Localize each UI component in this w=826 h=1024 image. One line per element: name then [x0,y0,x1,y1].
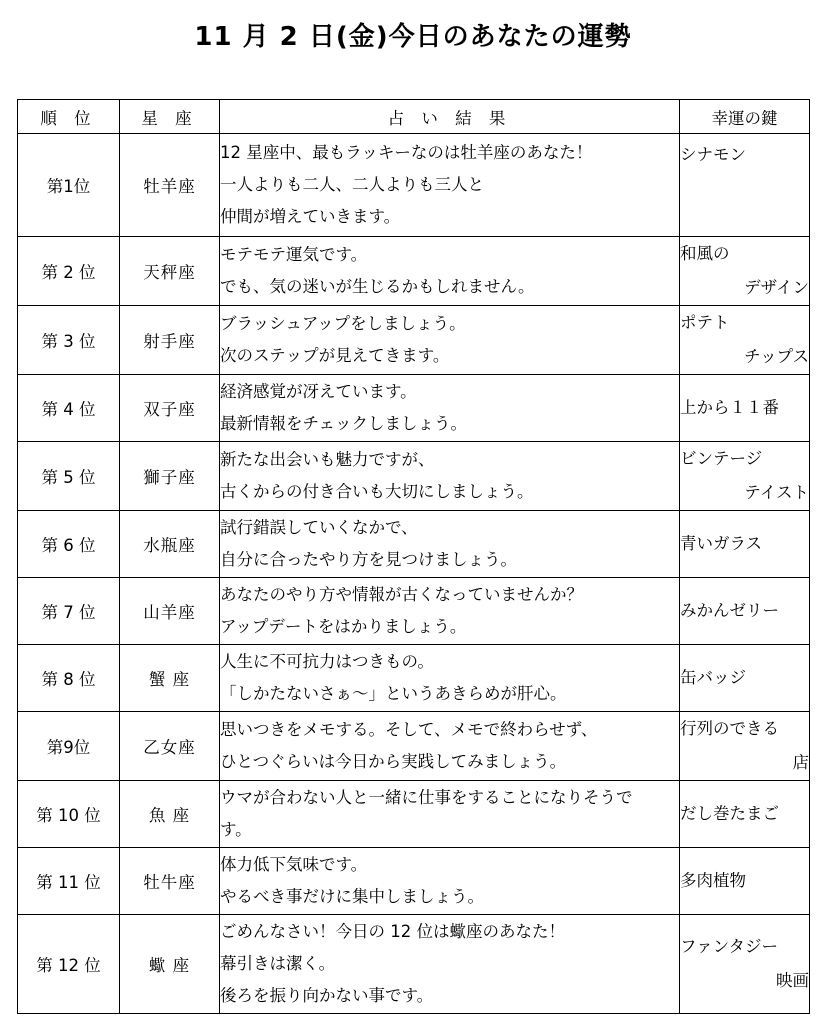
table-row [18,375,810,442]
sign-cell: 牡羊座 [120,134,220,237]
lucky-key-cell [680,645,810,712]
lucky-key-line: チップス [744,347,809,366]
sign-cell: 蟹 座 [120,645,220,712]
lucky-key-cell [680,442,810,511]
lucky-key-line: 上から１１番 [680,398,779,417]
lucky-key-line: 映画 [776,971,809,990]
sign-cell: 双子座 [120,375,220,442]
lucky-key-cell [680,134,810,237]
sign-cell: 水瓶座 [120,511,220,578]
table-row [18,442,810,511]
result-line: やるべき事だけに集中しましょう。 [220,887,484,906]
lucky-key-line: ポテト [680,313,730,332]
lucky-key-cell [680,375,810,442]
result-line: 体力低下気味です。 [220,855,368,874]
rank-cell: 第 4 位 [18,375,120,442]
rank-cell: 第1位 [18,134,120,237]
result-line: す。 [220,820,252,839]
result-line: 経済感覚が冴えています。 [220,382,417,401]
result-line: 古くからの付き合いも大切にしましょう。 [220,482,534,501]
rank-cell: 第 10 位 [18,781,120,848]
fortune-table [17,99,810,1014]
sign-cell: 射手座 [120,306,220,375]
sign-cell: 天秤座 [120,237,220,306]
result-cell [220,511,680,578]
table-row [18,134,810,237]
header-result: 占 い 結 果 [220,100,680,134]
lucky-key-line: 和風の [680,244,730,263]
lucky-key-line: シナモン [680,145,746,164]
sign-cell: 獅子座 [120,442,220,511]
sign-cell: 山羊座 [120,578,220,645]
header-sign: 星 座 [120,100,220,134]
rank-cell: 第 12 位 [18,915,120,1014]
result-line: モテモテ運気です。 [220,245,368,264]
lucky-key-cell [680,712,810,781]
result-line: アップデートをはかりましょう。 [220,617,467,636]
result-line: 人生に不可抗力はつきもの。 [220,652,434,671]
rank-cell: 第 7 位 [18,578,120,645]
table-row [18,578,810,645]
table-row [18,511,810,578]
result-cell [220,237,680,306]
lucky-key-line: 青いガラス [680,534,763,553]
result-line: ひとつぐらいは今日から実践してみましょう。 [220,752,567,771]
result-cell [220,712,680,781]
result-cell [220,781,680,848]
lucky-key-cell [680,306,810,375]
table-row [18,915,810,1014]
lucky-key-line: ファンタジー [680,937,779,956]
result-line: あなたのやり方や情報が古くなっていませんか？ [220,585,583,604]
result-cell [220,645,680,712]
sign-cell: 蠍 座 [120,915,220,1014]
result-line: 思いつきをメモする。そして、メモで終わらせず、 [220,720,598,739]
sign-cell: 牡牛座 [120,848,220,915]
result-line: 次のステップが見えてきます。 [220,346,450,365]
table-row [18,237,810,306]
result-line: でも、気の迷いが生じるかもしれません。 [220,277,535,296]
header-lucky-key: 幸運の鍵 [680,100,810,134]
result-line: 幕引きは潔く。 [220,954,336,973]
lucky-key-line: 缶バッジ [680,668,746,687]
lucky-key-line: 多肉植物 [680,871,746,890]
lucky-key-line: みかんゼリー [680,601,779,620]
header-rank: 順 位 [18,100,120,134]
result-line: 自分に合ったやり方を見つけましょう。 [220,550,517,569]
lucky-key-cell [680,848,810,915]
rank-cell: 第 6 位 [18,511,120,578]
result-cell [220,306,680,375]
table-row [18,781,810,848]
table-row [18,848,810,915]
lucky-key-line: 行列のできる [680,719,779,738]
result-line: ごめんなさい！今日の 12 位は蠍座のあなた！ [220,922,565,941]
page-title: 11 月 2 日(金)今日のあなたの運勢 [194,22,632,52]
result-line: ブラッシュアップをしましょう。 [220,314,466,333]
result-cell [220,915,680,1014]
lucky-key-cell [680,511,810,578]
lucky-key-cell [680,915,810,1014]
result-line: 一人よりも二人、二人よりも三人と [220,175,484,194]
lucky-key-cell [680,237,810,306]
lucky-key-line: ビンテージ [680,449,763,468]
table-row [18,645,810,712]
result-line: 試行錯誤していくなかで、 [220,518,418,537]
rank-cell: 第 5 位 [18,442,120,511]
lucky-key-line: 店 [792,753,809,772]
rank-cell: 第9位 [18,712,120,781]
result-cell [220,578,680,645]
result-line: 新たな出会いも魅力ですが、 [220,450,435,469]
sign-cell: 魚 座 [120,781,220,848]
lucky-key-cell [680,781,810,848]
table-header-row [18,100,810,134]
rank-cell: 第 3 位 [18,306,120,375]
result-cell [220,375,680,442]
result-line: 12 星座中、最もラッキーなのは牡羊座のあなた！ [220,143,593,162]
lucky-key-line: テイスト [744,483,809,502]
lucky-key-cell [680,578,810,645]
result-cell [220,848,680,915]
rank-cell: 第 2 位 [18,237,120,306]
result-line: 「しかたないさぁ～」というあきらめが肝心。 [220,684,567,703]
sign-cell: 乙女座 [120,712,220,781]
result-cell [220,442,680,511]
result-line: 仲間が増えていきます。 [220,207,401,226]
table-row [18,712,810,781]
lucky-key-line: デザイン [744,278,809,297]
rank-cell: 第 8 位 [18,645,120,712]
result-line: ウマが合わない人と一緒に仕事をすることになりそうで [220,788,633,807]
lucky-key-line: だし巻たまご [680,804,779,823]
result-line: 最新情報をチェックしましょう。 [220,414,468,433]
table-row [18,306,810,375]
result-cell [220,134,680,237]
rank-cell: 第 11 位 [18,848,120,915]
result-line: 後ろを振り向かない事です。 [220,986,434,1005]
